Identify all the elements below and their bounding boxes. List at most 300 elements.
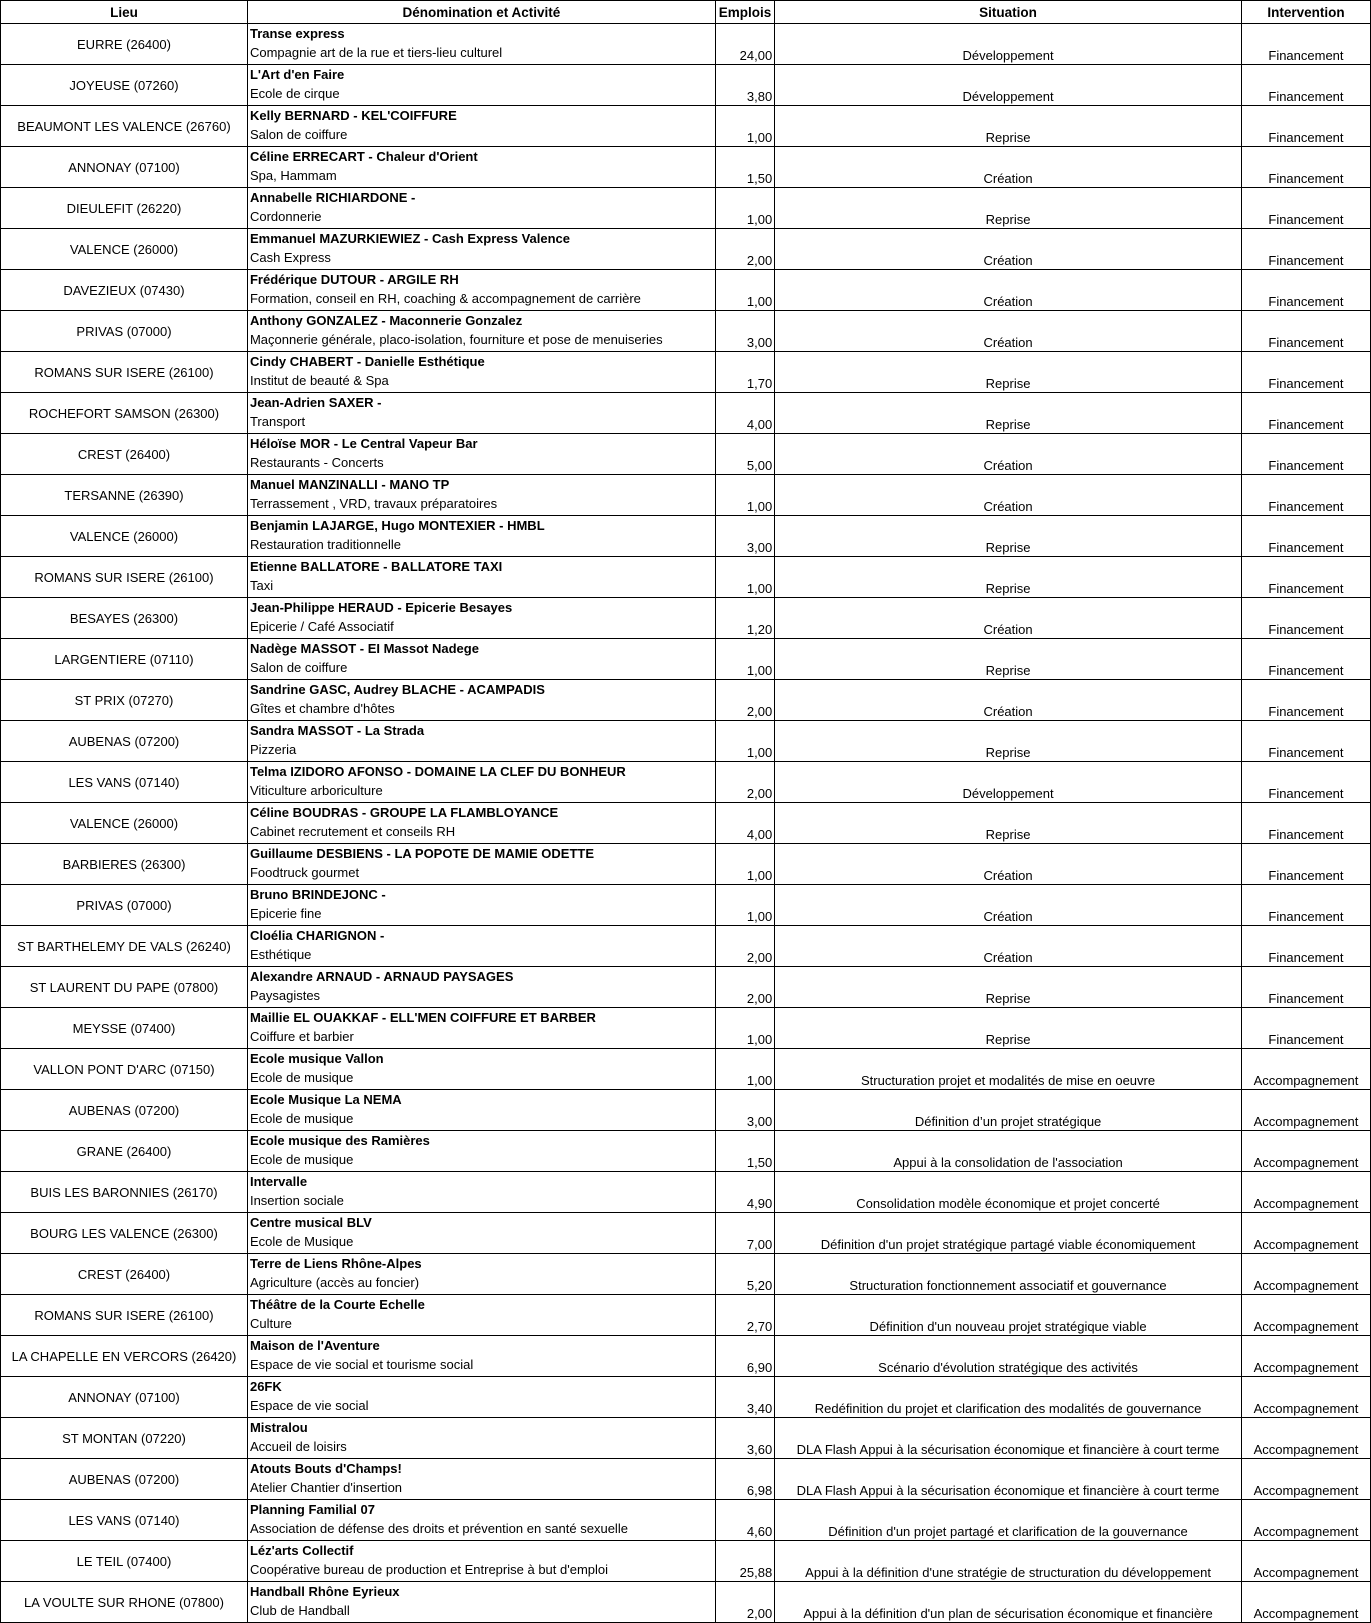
activity-text: Ecole de Musique: [249, 1234, 354, 1249]
cell-emplois: 1,00: [715, 639, 774, 680]
activity-text: Pizzeria: [249, 742, 297, 757]
cell-situation: Développement: [775, 24, 1242, 65]
activity-text: Spa, Hammam: [249, 168, 337, 183]
table-row: [1, 229, 1371, 270]
cell-lieu: BEAUMONT LES VALENCE (26760): [1, 106, 248, 147]
organisation-name: Jean-Philippe HERAUD - Epicerie Besayes: [249, 600, 513, 615]
activity-text: Paysagistes: [249, 988, 321, 1003]
table-row: [1, 270, 1371, 311]
cell-denomination: [247, 1213, 715, 1254]
organisation-name: Maillie EL OUAKKAF - ELL'MEN COIFFURE ET BARBER: [249, 1010, 596, 1025]
organisation-name: Sandra MASSOT - La Strada: [249, 723, 425, 738]
cell-denomination: [247, 516, 715, 557]
cell-denomination: [247, 147, 715, 188]
cell-intervention: Financement: [1241, 721, 1370, 762]
cell-intervention: Financement: [1241, 885, 1370, 926]
cell-denomination: [247, 803, 715, 844]
cell-lieu: JOYEUSE (07260): [1, 65, 248, 106]
table-row: [1, 844, 1371, 885]
activity-text: Viticulture arboriculture: [249, 783, 383, 798]
cell-denomination: [247, 352, 715, 393]
cell-emplois: 1,00: [715, 844, 774, 885]
cell-situation: Création: [775, 270, 1242, 311]
cell-intervention: Financement: [1241, 844, 1370, 885]
organisation-name: Planning Familial 07: [249, 1502, 375, 1517]
cell-denomination: [247, 885, 715, 926]
organisation-name: Annabelle RICHIARDONE -: [249, 190, 416, 205]
cell-emplois: 4,60: [715, 1500, 774, 1541]
cell-emplois: 5,20: [715, 1254, 774, 1295]
cell-emplois: 2,00: [715, 229, 774, 270]
cell-lieu: LA VOULTE SUR RHONE (07800): [1, 1582, 248, 1623]
activity-text: Espace de vie social: [249, 1398, 369, 1413]
cell-situation: Appui à la définition d'une stratégie de structuration du développement: [775, 1541, 1242, 1582]
cell-emplois: 1,70: [715, 352, 774, 393]
activity-text: Agriculture (accès au foncier): [249, 1275, 420, 1290]
table-row: [1, 1049, 1371, 1090]
cell-lieu: ROMANS SUR ISERE (26100): [1, 557, 248, 598]
cell-lieu: AUBENAS (07200): [1, 1090, 248, 1131]
activity-text: Transport: [249, 414, 306, 429]
cell-denomination: [247, 270, 715, 311]
cell-denomination: [247, 1008, 715, 1049]
cell-situation: Définition d’un projet stratégique: [775, 1090, 1242, 1131]
cell-intervention: Financement: [1241, 65, 1370, 106]
cell-lieu: CREST (26400): [1, 434, 248, 475]
cell-lieu: ROMANS SUR ISERE (26100): [1, 352, 248, 393]
cell-denomination: [247, 967, 715, 1008]
table-row: [1, 1131, 1371, 1172]
cell-situation: Reprise: [775, 188, 1242, 229]
cell-lieu: AUBENAS (07200): [1, 721, 248, 762]
table-row: [1, 393, 1371, 434]
cell-emplois: 6,90: [715, 1336, 774, 1377]
cell-lieu: DIEULEFIT (26220): [1, 188, 248, 229]
organisation-name: Intervalle: [249, 1174, 308, 1189]
cell-emplois: 3,00: [715, 516, 774, 557]
cell-intervention: Accompagnement: [1241, 1377, 1370, 1418]
cell-emplois: 1,00: [715, 270, 774, 311]
cell-denomination: [247, 721, 715, 762]
cell-denomination: [247, 1131, 715, 1172]
cell-emplois: 1,50: [715, 147, 774, 188]
cell-intervention: Accompagnement: [1241, 1213, 1370, 1254]
cell-lieu: PRIVAS (07000): [1, 885, 248, 926]
cell-lieu: LE TEIL (07400): [1, 1541, 248, 1582]
cell-denomination: [247, 311, 715, 352]
cell-situation: DLA Flash Appui à la sécurisation économique et financière à court terme: [775, 1418, 1242, 1459]
organisation-name: Etienne BALLATORE - BALLATORE TAXI: [249, 559, 503, 574]
cell-denomination: [247, 1541, 715, 1582]
cell-denomination: [247, 639, 715, 680]
cell-situation: Reprise: [775, 1008, 1242, 1049]
activity-text: Association de défense des droits et prévention en santé sexuelle: [249, 1521, 628, 1536]
cell-denomination: [247, 1295, 715, 1336]
cell-situation: Appui à la définition d'un plan de sécurisation économique et financière: [775, 1582, 1242, 1623]
organisation-name: Alexandre ARNAUD - ARNAUD PAYSAGES: [249, 969, 514, 984]
cell-emplois: 2,00: [715, 762, 774, 803]
organisation-name: Atouts Bouts d'Champs!: [249, 1461, 402, 1476]
cell-situation: Reprise: [775, 803, 1242, 844]
table-row: [1, 639, 1371, 680]
header-lieu: Lieu: [1, 1, 248, 24]
cell-situation: Reprise: [775, 967, 1242, 1008]
cell-situation: Reprise: [775, 516, 1242, 557]
table-row: [1, 311, 1371, 352]
cell-situation: Reprise: [775, 106, 1242, 147]
cell-intervention: Financement: [1241, 926, 1370, 967]
cell-denomination: [247, 1090, 715, 1131]
table-row: [1, 721, 1371, 762]
cell-situation: Création: [775, 885, 1242, 926]
cell-lieu: VALENCE (26000): [1, 803, 248, 844]
cell-denomination: [247, 1049, 715, 1090]
cell-denomination: [247, 24, 715, 65]
cell-denomination: [247, 106, 715, 147]
header-row: [1, 1, 1371, 24]
cell-emplois: 2,70: [715, 1295, 774, 1336]
organisation-name: Ecole musique des Ramières: [249, 1133, 430, 1148]
activity-text: Salon de coiffure: [249, 660, 348, 675]
table-row: [1, 1418, 1371, 1459]
cell-situation: Définition d'un nouveau projet stratégique viable: [775, 1295, 1242, 1336]
cell-denomination: [247, 434, 715, 475]
activity-text: Coopérative bureau de production et Entreprise à but d'emploi: [249, 1562, 609, 1577]
organisation-name: Léz'arts Collectif: [249, 1543, 354, 1558]
table-row: [1, 1459, 1371, 1500]
cell-situation: Reprise: [775, 639, 1242, 680]
table-row: [1, 1500, 1371, 1541]
organisation-name: Nadège MASSOT - EI Massot Nadege: [249, 641, 479, 656]
table-row: [1, 24, 1371, 65]
cell-lieu: ST BARTHELEMY DE VALS (26240): [1, 926, 248, 967]
cell-intervention: Accompagnement: [1241, 1131, 1370, 1172]
cell-lieu: LARGENTIERE (07110): [1, 639, 248, 680]
cell-intervention: Financement: [1241, 762, 1370, 803]
cell-intervention: Financement: [1241, 147, 1370, 188]
organisation-name: Céline BOUDRAS - GROUPE LA FLAMBLOYANCE: [249, 805, 559, 820]
organisation-name: Emmanuel MAZURKIEWIEZ - Cash Express Valence: [249, 231, 571, 246]
cell-denomination: [247, 762, 715, 803]
activity-text: Maçonnerie générale, placo-isolation, fourniture et pose de menuiseries: [249, 332, 663, 347]
cell-intervention: Financement: [1241, 106, 1370, 147]
cell-situation: Reprise: [775, 557, 1242, 598]
cell-emplois: 5,00: [715, 434, 774, 475]
cell-denomination: [247, 1582, 715, 1623]
cell-denomination: [247, 1336, 715, 1377]
cell-intervention: Financement: [1241, 311, 1370, 352]
cell-intervention: Financement: [1241, 188, 1370, 229]
cell-emplois: 1,20: [715, 598, 774, 639]
cell-lieu: BUIS LES BARONNIES (26170): [1, 1172, 248, 1213]
organisation-name: Jean-Adrien SAXER -: [249, 395, 382, 410]
organisation-name: 26FK: [249, 1379, 282, 1394]
cell-situation: Définition d'un projet stratégique partagé viable économiquement: [775, 1213, 1242, 1254]
table-row: [1, 516, 1371, 557]
cell-situation: Reprise: [775, 352, 1242, 393]
cell-emplois: 1,50: [715, 1131, 774, 1172]
activity-text: Cash Express: [249, 250, 331, 265]
table-row: [1, 1295, 1371, 1336]
cell-situation: Création: [775, 229, 1242, 270]
activity-text: Epicerie / Café Associatif: [249, 619, 394, 634]
table-row: [1, 885, 1371, 926]
organisation-name: Frédérique DUTOUR - ARGILE RH: [249, 272, 459, 287]
organisation-name: Bruno BRINDEJONC -: [249, 887, 386, 902]
organisation-name: Terre de Liens Rhône-Alpes: [249, 1256, 422, 1271]
table-row: [1, 352, 1371, 393]
cell-lieu: PRIVAS (07000): [1, 311, 248, 352]
activity-text: Cabinet recrutement et conseils RH: [249, 824, 456, 839]
activity-text: Espace de vie social et tourisme social: [249, 1357, 474, 1372]
cell-emplois: 2,00: [715, 967, 774, 1008]
cell-lieu: ANNONAY (07100): [1, 147, 248, 188]
table-row: [1, 1213, 1371, 1254]
activity-text: Formation, conseil en RH, coaching & accompagnement de carrière: [249, 291, 641, 306]
cell-emplois: 25,88: [715, 1541, 774, 1582]
cell-denomination: [247, 1172, 715, 1213]
table-row: [1, 1172, 1371, 1213]
cell-emplois: 6,98: [715, 1459, 774, 1500]
table-row: [1, 557, 1371, 598]
cell-situation: Création: [775, 598, 1242, 639]
organisation-name: Céline ERRECART - Chaleur d'Orient: [249, 149, 478, 164]
activity-text: Insertion sociale: [249, 1193, 344, 1208]
cell-intervention: Financement: [1241, 1008, 1370, 1049]
organisation-name: Handball Rhône Eyrieux: [249, 1584, 400, 1599]
cell-intervention: Accompagnement: [1241, 1336, 1370, 1377]
cell-lieu: LES VANS (07140): [1, 1500, 248, 1541]
table-row: [1, 1008, 1371, 1049]
organisation-name: Héloïse MOR - Le Central Vapeur Bar: [249, 436, 478, 451]
table-row: [1, 1582, 1371, 1623]
cell-situation: Reprise: [775, 393, 1242, 434]
activity-text: Gîtes et chambre d'hôtes: [249, 701, 395, 716]
cell-lieu: VALENCE (26000): [1, 516, 248, 557]
cell-denomination: [247, 1377, 715, 1418]
cell-situation: Reprise: [775, 721, 1242, 762]
cell-denomination: [247, 393, 715, 434]
activity-text: Ecole de cirque: [249, 86, 340, 101]
cell-denomination: [247, 926, 715, 967]
activity-text: Salon de coiffure: [249, 127, 348, 142]
table-row: [1, 106, 1371, 147]
cell-emplois: 1,00: [715, 1008, 774, 1049]
organisation-name: Ecole Musique La NEMA: [249, 1092, 402, 1107]
cell-denomination: [247, 680, 715, 721]
cell-intervention: Financement: [1241, 393, 1370, 434]
cell-lieu: MEYSSE (07400): [1, 1008, 248, 1049]
organisation-name: Mistralou: [249, 1420, 308, 1435]
cell-lieu: BOURG LES VALENCE (26300): [1, 1213, 248, 1254]
cell-emplois: 1,00: [715, 721, 774, 762]
cell-lieu: CREST (26400): [1, 1254, 248, 1295]
organisation-name: Théâtre de la Courte Echelle: [249, 1297, 425, 1312]
organisation-name: L'Art d'en Faire: [249, 67, 345, 82]
cell-situation: Création: [775, 475, 1242, 516]
table-row: [1, 680, 1371, 721]
organisation-name: Ecole musique Vallon: [249, 1051, 384, 1066]
activity-text: Culture: [249, 1316, 292, 1331]
cell-situation: DLA Flash Appui à la sécurisation économique et financière à court terme: [775, 1459, 1242, 1500]
cell-emplois: 2,00: [715, 1582, 774, 1623]
activity-text: Terrassement , VRD, travaux préparatoires: [249, 496, 498, 511]
cell-lieu: ST LAURENT DU PAPE (07800): [1, 967, 248, 1008]
cell-emplois: 2,00: [715, 680, 774, 721]
cell-emplois: 3,40: [715, 1377, 774, 1418]
cell-emplois: 1,00: [715, 106, 774, 147]
cell-intervention: Financement: [1241, 516, 1370, 557]
cell-lieu: TERSANNE (26390): [1, 475, 248, 516]
cell-situation: Création: [775, 926, 1242, 967]
organisation-name: Kelly BERNARD - KEL'COIFFURE: [249, 108, 457, 123]
cell-lieu: DAVEZIEUX (07430): [1, 270, 248, 311]
activity-text: Foodtruck gourmet: [249, 865, 360, 880]
cell-intervention: Accompagnement: [1241, 1459, 1370, 1500]
table-body: [1, 24, 1371, 1623]
cell-emplois: 4,90: [715, 1172, 774, 1213]
cell-intervention: Accompagnement: [1241, 1500, 1370, 1541]
cell-intervention: Financement: [1241, 352, 1370, 393]
cell-denomination: [247, 844, 715, 885]
cell-denomination: [247, 188, 715, 229]
activity-text: Atelier Chantier d'insertion: [249, 1480, 403, 1495]
cell-situation: Appui à la consolidation de l'association: [775, 1131, 1242, 1172]
cell-situation: Structuration fonctionnement associatif et gouvernance: [775, 1254, 1242, 1295]
activity-text: Restauration traditionnelle: [249, 537, 402, 552]
cell-intervention: Accompagnement: [1241, 1254, 1370, 1295]
cell-lieu: BARBIERES (26300): [1, 844, 248, 885]
table-row: [1, 762, 1371, 803]
table-row: [1, 967, 1371, 1008]
cell-intervention: Financement: [1241, 639, 1370, 680]
cell-intervention: Accompagnement: [1241, 1172, 1370, 1213]
cell-situation: Création: [775, 844, 1242, 885]
cell-emplois: 1,00: [715, 475, 774, 516]
cell-emplois: 7,00: [715, 1213, 774, 1254]
table-row: [1, 926, 1371, 967]
organisation-name: Maison de l'Aventure: [249, 1338, 380, 1353]
cell-lieu: ROMANS SUR ISERE (26100): [1, 1295, 248, 1336]
cell-lieu: BESAYES (26300): [1, 598, 248, 639]
cell-lieu: ST MONTAN (07220): [1, 1418, 248, 1459]
organisation-name: Sandrine GASC, Audrey BLACHE - ACAMPADIS: [249, 682, 545, 697]
table-row: [1, 65, 1371, 106]
activity-text: Ecole de musique: [249, 1152, 354, 1167]
cell-emplois: 3,80: [715, 65, 774, 106]
cell-lieu: VALENCE (26000): [1, 229, 248, 270]
activity-text: Esthétique: [249, 947, 312, 962]
cell-denomination: [247, 557, 715, 598]
table-row: [1, 434, 1371, 475]
cell-emplois: 3,60: [715, 1418, 774, 1459]
cell-intervention: Accompagnement: [1241, 1418, 1370, 1459]
activity-text: Institut de beauté & Spa: [249, 373, 389, 388]
table-row: [1, 598, 1371, 639]
cell-situation: Scénario d'évolution stratégique des activités: [775, 1336, 1242, 1377]
cell-intervention: Financement: [1241, 229, 1370, 270]
activity-text: Epicerie fine: [249, 906, 322, 921]
header-situation: Situation: [775, 1, 1242, 24]
cell-intervention: Financement: [1241, 803, 1370, 844]
table-row: [1, 803, 1371, 844]
cell-lieu: VALLON PONT D'ARC (07150): [1, 1049, 248, 1090]
cell-intervention: Accompagnement: [1241, 1090, 1370, 1131]
cell-lieu: AUBENAS (07200): [1, 1459, 248, 1500]
cell-lieu: ROCHEFORT SAMSON (26300): [1, 393, 248, 434]
organisation-name: Guillaume DESBIENS - LA POPOTE DE MAMIE ODETTE: [249, 846, 595, 861]
activity-text: Restaurants - Concerts: [249, 455, 384, 470]
cell-denomination: [247, 1418, 715, 1459]
cell-intervention: Accompagnement: [1241, 1049, 1370, 1090]
cell-situation: Redéfinition du projet et clarification des modalités de gouvernance: [775, 1377, 1242, 1418]
cell-situation: Développement: [775, 65, 1242, 106]
cell-emplois: 4,00: [715, 803, 774, 844]
cell-denomination: [247, 65, 715, 106]
table-row: [1, 1254, 1371, 1295]
activity-text: Compagnie art de la rue et tiers-lieu culturel: [249, 45, 503, 60]
cell-intervention: Financement: [1241, 475, 1370, 516]
cell-lieu: LA CHAPELLE EN VERCORS (26420): [1, 1336, 248, 1377]
cell-lieu: ST PRIX (07270): [1, 680, 248, 721]
table-row: [1, 188, 1371, 229]
cell-intervention: Financement: [1241, 270, 1370, 311]
cell-emplois: 1,00: [715, 1049, 774, 1090]
cell-lieu: GRANE (26400): [1, 1131, 248, 1172]
organisation-name: Cindy CHABERT - Danielle Esthétique: [249, 354, 485, 369]
cell-lieu: EURRE (26400): [1, 24, 248, 65]
cell-situation: Développement: [775, 762, 1242, 803]
cell-denomination: [247, 475, 715, 516]
activity-text: Accueil de loisirs: [249, 1439, 347, 1454]
cell-denomination: [247, 1500, 715, 1541]
organisation-name: Cloélia CHARIGNON -: [249, 928, 385, 943]
cell-situation: Définition d'un projet partagé et clarification de la gouvernance: [775, 1500, 1242, 1541]
organisation-name: Manuel MANZINALLI - MANO TP: [249, 477, 450, 492]
organisation-name: Centre musical BLV: [249, 1215, 372, 1230]
cell-situation: Création: [775, 434, 1242, 475]
cell-intervention: Accompagnement: [1241, 1541, 1370, 1582]
cell-emplois: 3,00: [715, 311, 774, 352]
organisation-name: Anthony GONZALEZ - Maconnerie Gonzalez: [249, 313, 523, 328]
table-row: [1, 1336, 1371, 1377]
cell-emplois: 2,00: [715, 926, 774, 967]
cell-intervention: Accompagnement: [1241, 1295, 1370, 1336]
table-row: [1, 1541, 1371, 1582]
cell-intervention: Financement: [1241, 598, 1370, 639]
cell-intervention: Accompagnement: [1241, 1582, 1370, 1623]
cell-situation: Création: [775, 680, 1242, 721]
activity-text: Cordonnerie: [249, 209, 322, 224]
organisation-name: Benjamin LAJARGE, Hugo MONTEXIER - HMBL: [249, 518, 545, 533]
cell-emplois: 1,00: [715, 557, 774, 598]
cell-emplois: 4,00: [715, 393, 774, 434]
cell-situation: Structuration projet et modalités de mise en oeuvre: [775, 1049, 1242, 1090]
cell-denomination: [247, 1459, 715, 1500]
activity-text: Taxi: [249, 578, 274, 593]
cell-lieu: LES VANS (07140): [1, 762, 248, 803]
activity-text: Coiffure et barbier: [249, 1029, 354, 1044]
cell-denomination: [247, 598, 715, 639]
cell-denomination: [247, 1254, 715, 1295]
table-row: [1, 1090, 1371, 1131]
cell-intervention: Financement: [1241, 434, 1370, 475]
cell-intervention: Financement: [1241, 967, 1370, 1008]
table-row: [1, 475, 1371, 516]
header-denomination: Dénomination et Activité: [247, 1, 715, 24]
activity-text: Ecole de musique: [249, 1111, 354, 1126]
organisation-name: Transe express: [249, 26, 345, 41]
